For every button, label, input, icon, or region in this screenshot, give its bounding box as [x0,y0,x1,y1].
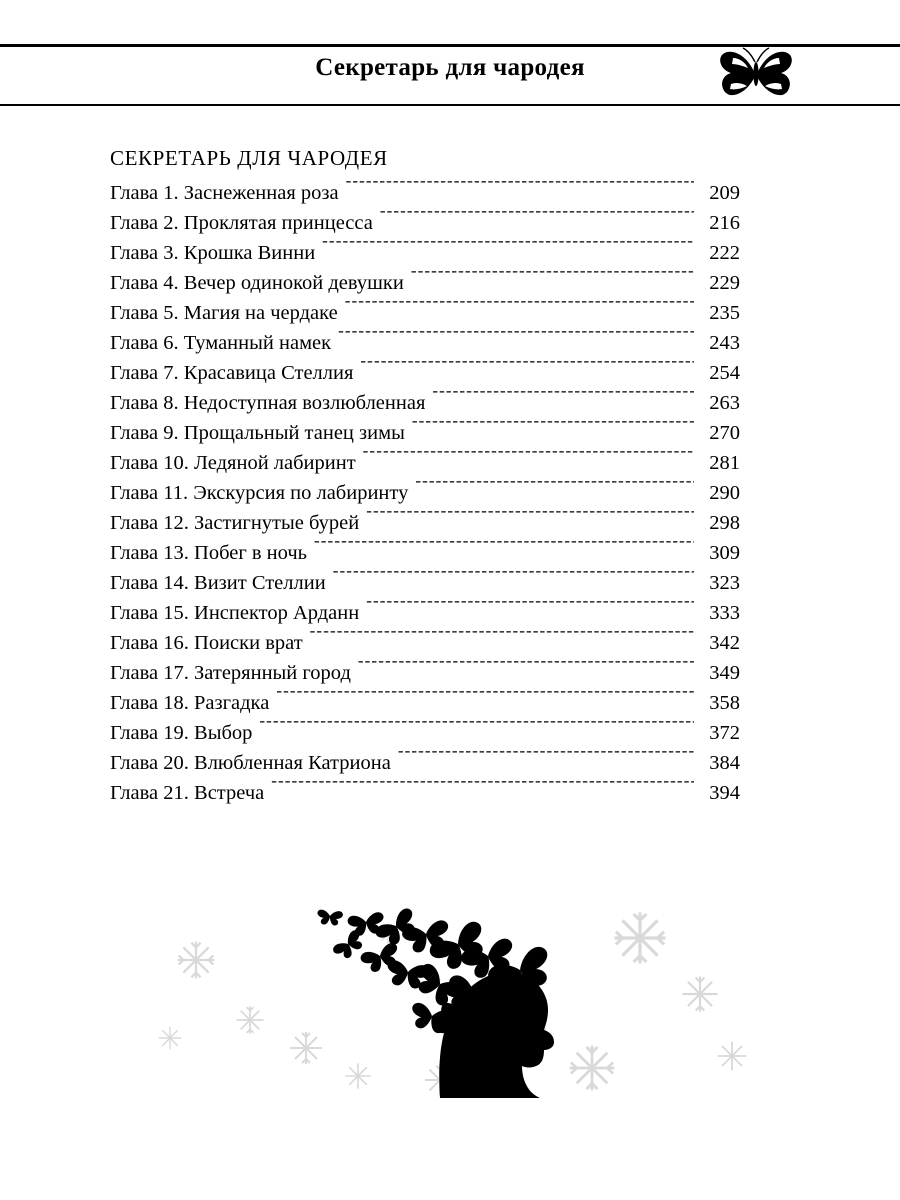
toc-entry-title: Глава 3. Крошка Винни [110,241,316,264]
page-title: Секретарь для чародея [315,54,585,81]
toc-entry-title: Глава 12. Застигнутые бурей [110,511,360,534]
toc-entry[interactable] [110,748,740,778]
toc-entry-title: Глава 13. Побег в ночь [110,541,308,564]
toc-entry-page: 254 [709,361,740,384]
toc-leader [314,538,694,559]
butterfly-icon [717,46,795,102]
toc-entry[interactable] [110,568,740,598]
toc-leader [363,448,694,469]
toc-entry-title: Глава 4. Вечер одинокой девушки [110,271,404,294]
toc-leader [412,418,694,439]
running-head [0,44,900,112]
toc-leader [271,778,694,799]
toc-entry-title: Глава 11. Экскурсия по лабиринту [110,481,409,504]
toc-leader [432,388,694,409]
toc-entry-page: 290 [709,481,740,504]
toc-entry[interactable] [110,298,740,328]
toc-entry[interactable] [110,328,740,358]
toc-entry-title: Глава 1. Заснеженная роза [110,181,339,204]
toc-leader [415,478,694,499]
toc-entry[interactable] [110,538,740,568]
toc-entry[interactable] [110,688,740,718]
toc-entry-page: 309 [709,541,740,564]
toc-entry-title: Глава 14. Визит Стеллии [110,571,326,594]
toc-entry[interactable] [110,628,740,658]
toc-entry-page: 394 [709,781,740,804]
toc-entry-title: Глава 7. Красавица Стеллия [110,361,354,384]
toc-leader [276,688,694,709]
toc-entry-title: Глава 2. Проклятая принцесса [110,211,373,234]
toc-leader [358,658,694,679]
toc-entry-title: Глава 6. Туманный намек [110,331,332,354]
toc-leader [345,298,694,319]
toc-entry[interactable] [110,778,740,808]
toc-entry-page: 384 [709,751,740,774]
toc-entry-page: 281 [709,451,740,474]
toc-entry-page: 342 [709,631,740,654]
toc-entry-page: 323 [709,571,740,594]
toc-entry[interactable] [110,598,740,628]
header-rule-bottom [0,104,900,106]
toc-entry[interactable] [110,388,740,418]
toc-entry[interactable] [110,238,740,268]
toc-entry[interactable] [110,418,740,448]
toc-entry-page: 235 [709,301,740,324]
toc-leader [322,238,694,259]
toc-entry-title: Глава 9. Прощальный танец зимы [110,421,405,444]
toc-entry-title: Глава 21. Встреча [110,781,265,804]
toc-entry-page: 333 [709,601,740,624]
toc-entry-title: Глава 15. Инспектор Арданн [110,601,360,624]
table-of-contents [110,146,740,808]
toc-leader [366,508,694,529]
toc-entry[interactable] [110,478,740,508]
toc-leader [338,328,694,349]
toc-leader [346,178,694,199]
toc-entry-page: 209 [709,181,740,204]
toc-entry-title: Глава 8. Недоступная возлюбленная [110,391,426,414]
toc-entry-page: 243 [709,331,740,354]
toc-entry-page: 229 [709,271,740,294]
toc-entry[interactable] [110,718,740,748]
toc-entry-title: Глава 17. Затерянный город [110,661,351,684]
toc-entry-page: 372 [709,721,740,744]
toc-entry-page: 222 [709,241,740,264]
toc-entry-title: Глава 20. Влюбленная Катриона [110,751,391,774]
toc-entry-title: Глава 19. Выбор [110,721,253,744]
toc-entry-title: Глава 18. Разгадка [110,691,270,714]
toc-entry-page: 358 [709,691,740,714]
toc-leader [366,598,694,619]
toc-entry[interactable] [110,508,740,538]
chapter-illustration [140,898,760,1098]
toc-leader [411,268,694,289]
toc-entry-page: 298 [709,511,740,534]
toc-leader [310,628,694,649]
toc-heading: СЕКРЕТАРЬ ДЛЯ ЧАРОДЕЯ [110,146,388,170]
toc-leader [380,208,694,229]
toc-entry-title: Глава 10. Ледяной лабиринт [110,451,356,474]
toc-entry[interactable] [110,448,740,478]
toc-leader [360,358,694,379]
toc-entry[interactable] [110,268,740,298]
toc-entry[interactable] [110,208,740,238]
toc-entry[interactable] [110,178,740,208]
toc-entry[interactable] [110,358,740,388]
toc-entry[interactable] [110,658,740,688]
toc-entry-page: 263 [709,391,740,414]
toc-entry-page: 270 [709,421,740,444]
toc-entry-title: Глава 16. Поиски врат [110,631,303,654]
toc-leader [333,568,694,589]
toc-entry-page: 216 [709,211,740,234]
toc-entry-page: 349 [709,661,740,684]
toc-leader [398,748,694,769]
toc-leader [259,718,694,739]
toc-entry-title: Глава 5. Магия на чердаке [110,301,338,324]
